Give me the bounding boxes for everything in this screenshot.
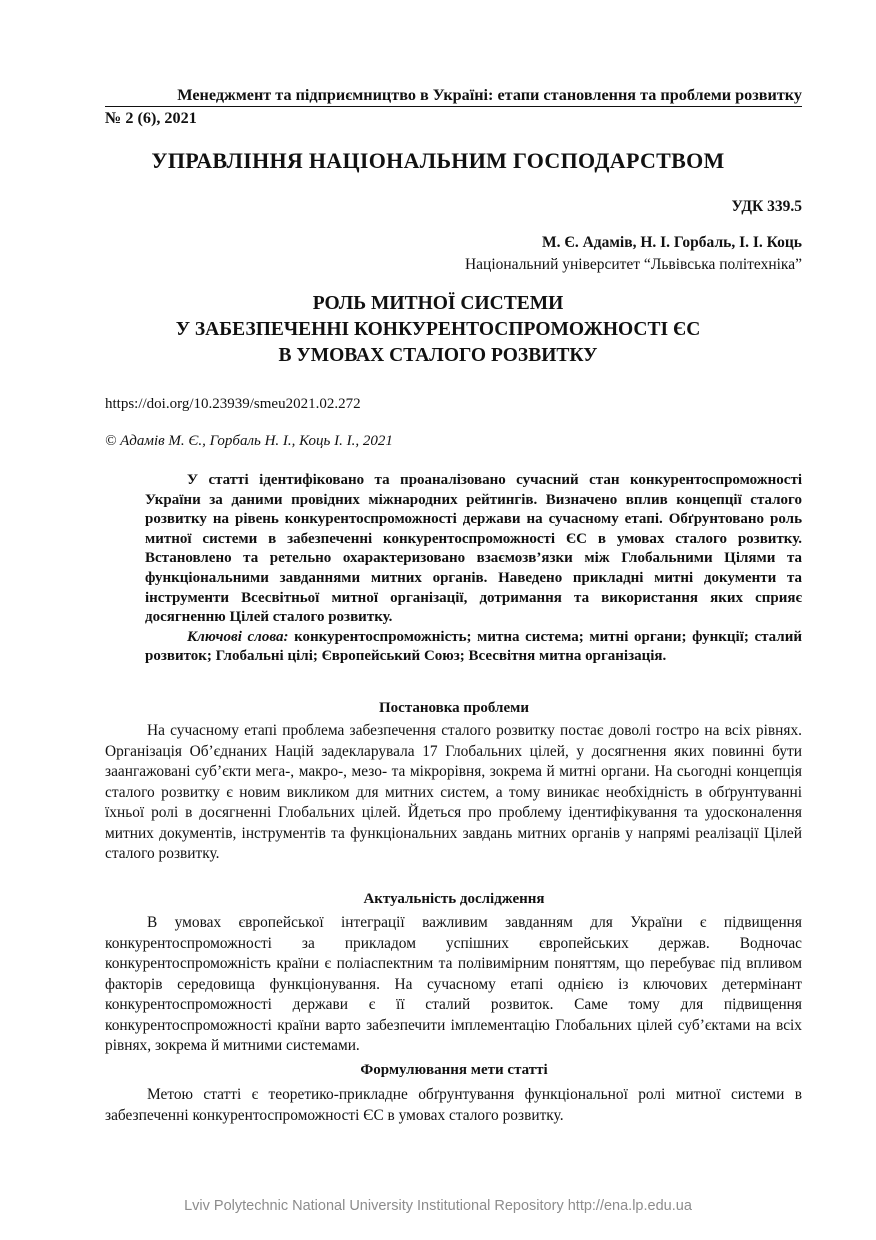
keywords-label: Ключові слова: bbox=[187, 628, 289, 645]
title-line: У ЗАБЕЗПЕЧЕННІ КОНКУРЕНТОСПРОМОЖНОСТІ ЄС bbox=[175, 319, 701, 340]
copyright: © Адамів М. Є., Горбаль Н. І., Коць І. І., 2021 bbox=[105, 433, 393, 449]
affiliation: Національний університет “Львівська політехніка” bbox=[464, 256, 802, 273]
paragraph: В умовах європейської інтеграції важливим завданням для України є підвищення конкурентоспроможності за прикладом успішних європейських держав. Водночас конкурентоспроможність країни є поліаспектним та полівимірним поняттям, що перебуває під впливом факторів середовища функціонування. На сучасному етапі однією із ключових детермінант конкурентоспроможності держави є її сталий розвиток. Саме тому для підвищення конкурентоспроможності країни варто забезпечити імплементацію Глобальних цілей суб’єктами на всіх рівнях, зокрема й митними системами. bbox=[105, 914, 802, 1054]
header-rule bbox=[105, 106, 802, 107]
paragraph: Метою статті є теоретико-прикладне обґрунтування функціональної ролі митної системи в забезпеченні конкурентоспроможності ЄС в умовах сталого розвитку. bbox=[105, 1086, 802, 1124]
section-heading: Постановка проблеми bbox=[379, 700, 529, 716]
issue-number: № 2 (6), 2021 bbox=[105, 109, 197, 127]
section-heading: Формулювання мети статті bbox=[360, 1062, 548, 1078]
abstract bbox=[145, 471, 802, 667]
section-heading: Актуальність дослідження bbox=[363, 891, 545, 907]
repository-footer: Lviv Polytechnic National University Institutional Repository http://ena.lp.edu.ua bbox=[184, 1198, 692, 1214]
doi-link[interactable]: https://doi.org/10.23939/smeu2021.02.272 bbox=[105, 396, 361, 412]
section-body bbox=[105, 913, 802, 1057]
article-title bbox=[0, 291, 876, 369]
journal-title: Менеджмент та підприємництво в Україні: етапи становлення та проблеми розвитку bbox=[177, 86, 802, 104]
paragraph: На сучасному етапі проблема забезпечення сталого розвитку постає доволі гостро на всіх рівнях. Організація Об’єднаних Націй задекларувала 17 Глобальних цілей, у досягнення яких повинні бути заангажовані суб’єкти мега-, макро-, мезо- та мікрорівня, зокрема й митні органи. На сьогодні концепція сталого розвитку є новим викликом для митних систем, а тому виникає необхідність в обґрунтуванні їхньої ролі в досягненні Глобальних цілей. Йдеться про проблему ідентифікування та удосконалення митних документів, інструментів та функціональних завдань митних органів у напрямі реалізації Цілей сталого розвитку. bbox=[105, 722, 802, 862]
title-line: В УМОВАХ СТАЛОГО РОЗВИТКУ bbox=[278, 345, 598, 366]
udk-code: УДК 339.5 bbox=[731, 198, 802, 215]
title-line: РОЛЬ МИТНОЇ СИСТЕМИ bbox=[312, 293, 564, 314]
keywords bbox=[145, 628, 802, 667]
section-body bbox=[105, 721, 802, 865]
keywords-list: конкурентоспроможність; митна система; митні органи; функції; сталий розвиток; Глобальні цілі; Європейський Союз; Всесвітня митна організація. bbox=[145, 628, 802, 665]
authors: М. Є. Адамів, Н. І. Горбаль, І. І. Коць bbox=[541, 234, 802, 251]
abstract-text: У статті ідентифіковано та проаналізовано сучасний стан конкурентоспроможності України за даними провідних міжнародних рейтингів. Визначено вплив концепції сталого розвитку на рівень конкурентоспроможності держави на сучасному етапі. Обґрунтовано роль митної системи в забезпеченні конкурентоспроможності ЄС в умовах сталого розвитку. Встановлено та ретельно охарактеризовано взаємозв’язки між Глобальними Цілями та функціональними завданнями митних органів. Наведено прикладні митні документи та інструменти Всесвітньої митної організації, дотримання та використання яких сприяє досягненню Цілей сталого розвитку. bbox=[145, 472, 802, 626]
section-body bbox=[105, 1085, 802, 1126]
section-title: УПРАВЛІННЯ НАЦІОНАЛЬНИМ ГОСПОДАРСТВОМ bbox=[151, 148, 725, 173]
